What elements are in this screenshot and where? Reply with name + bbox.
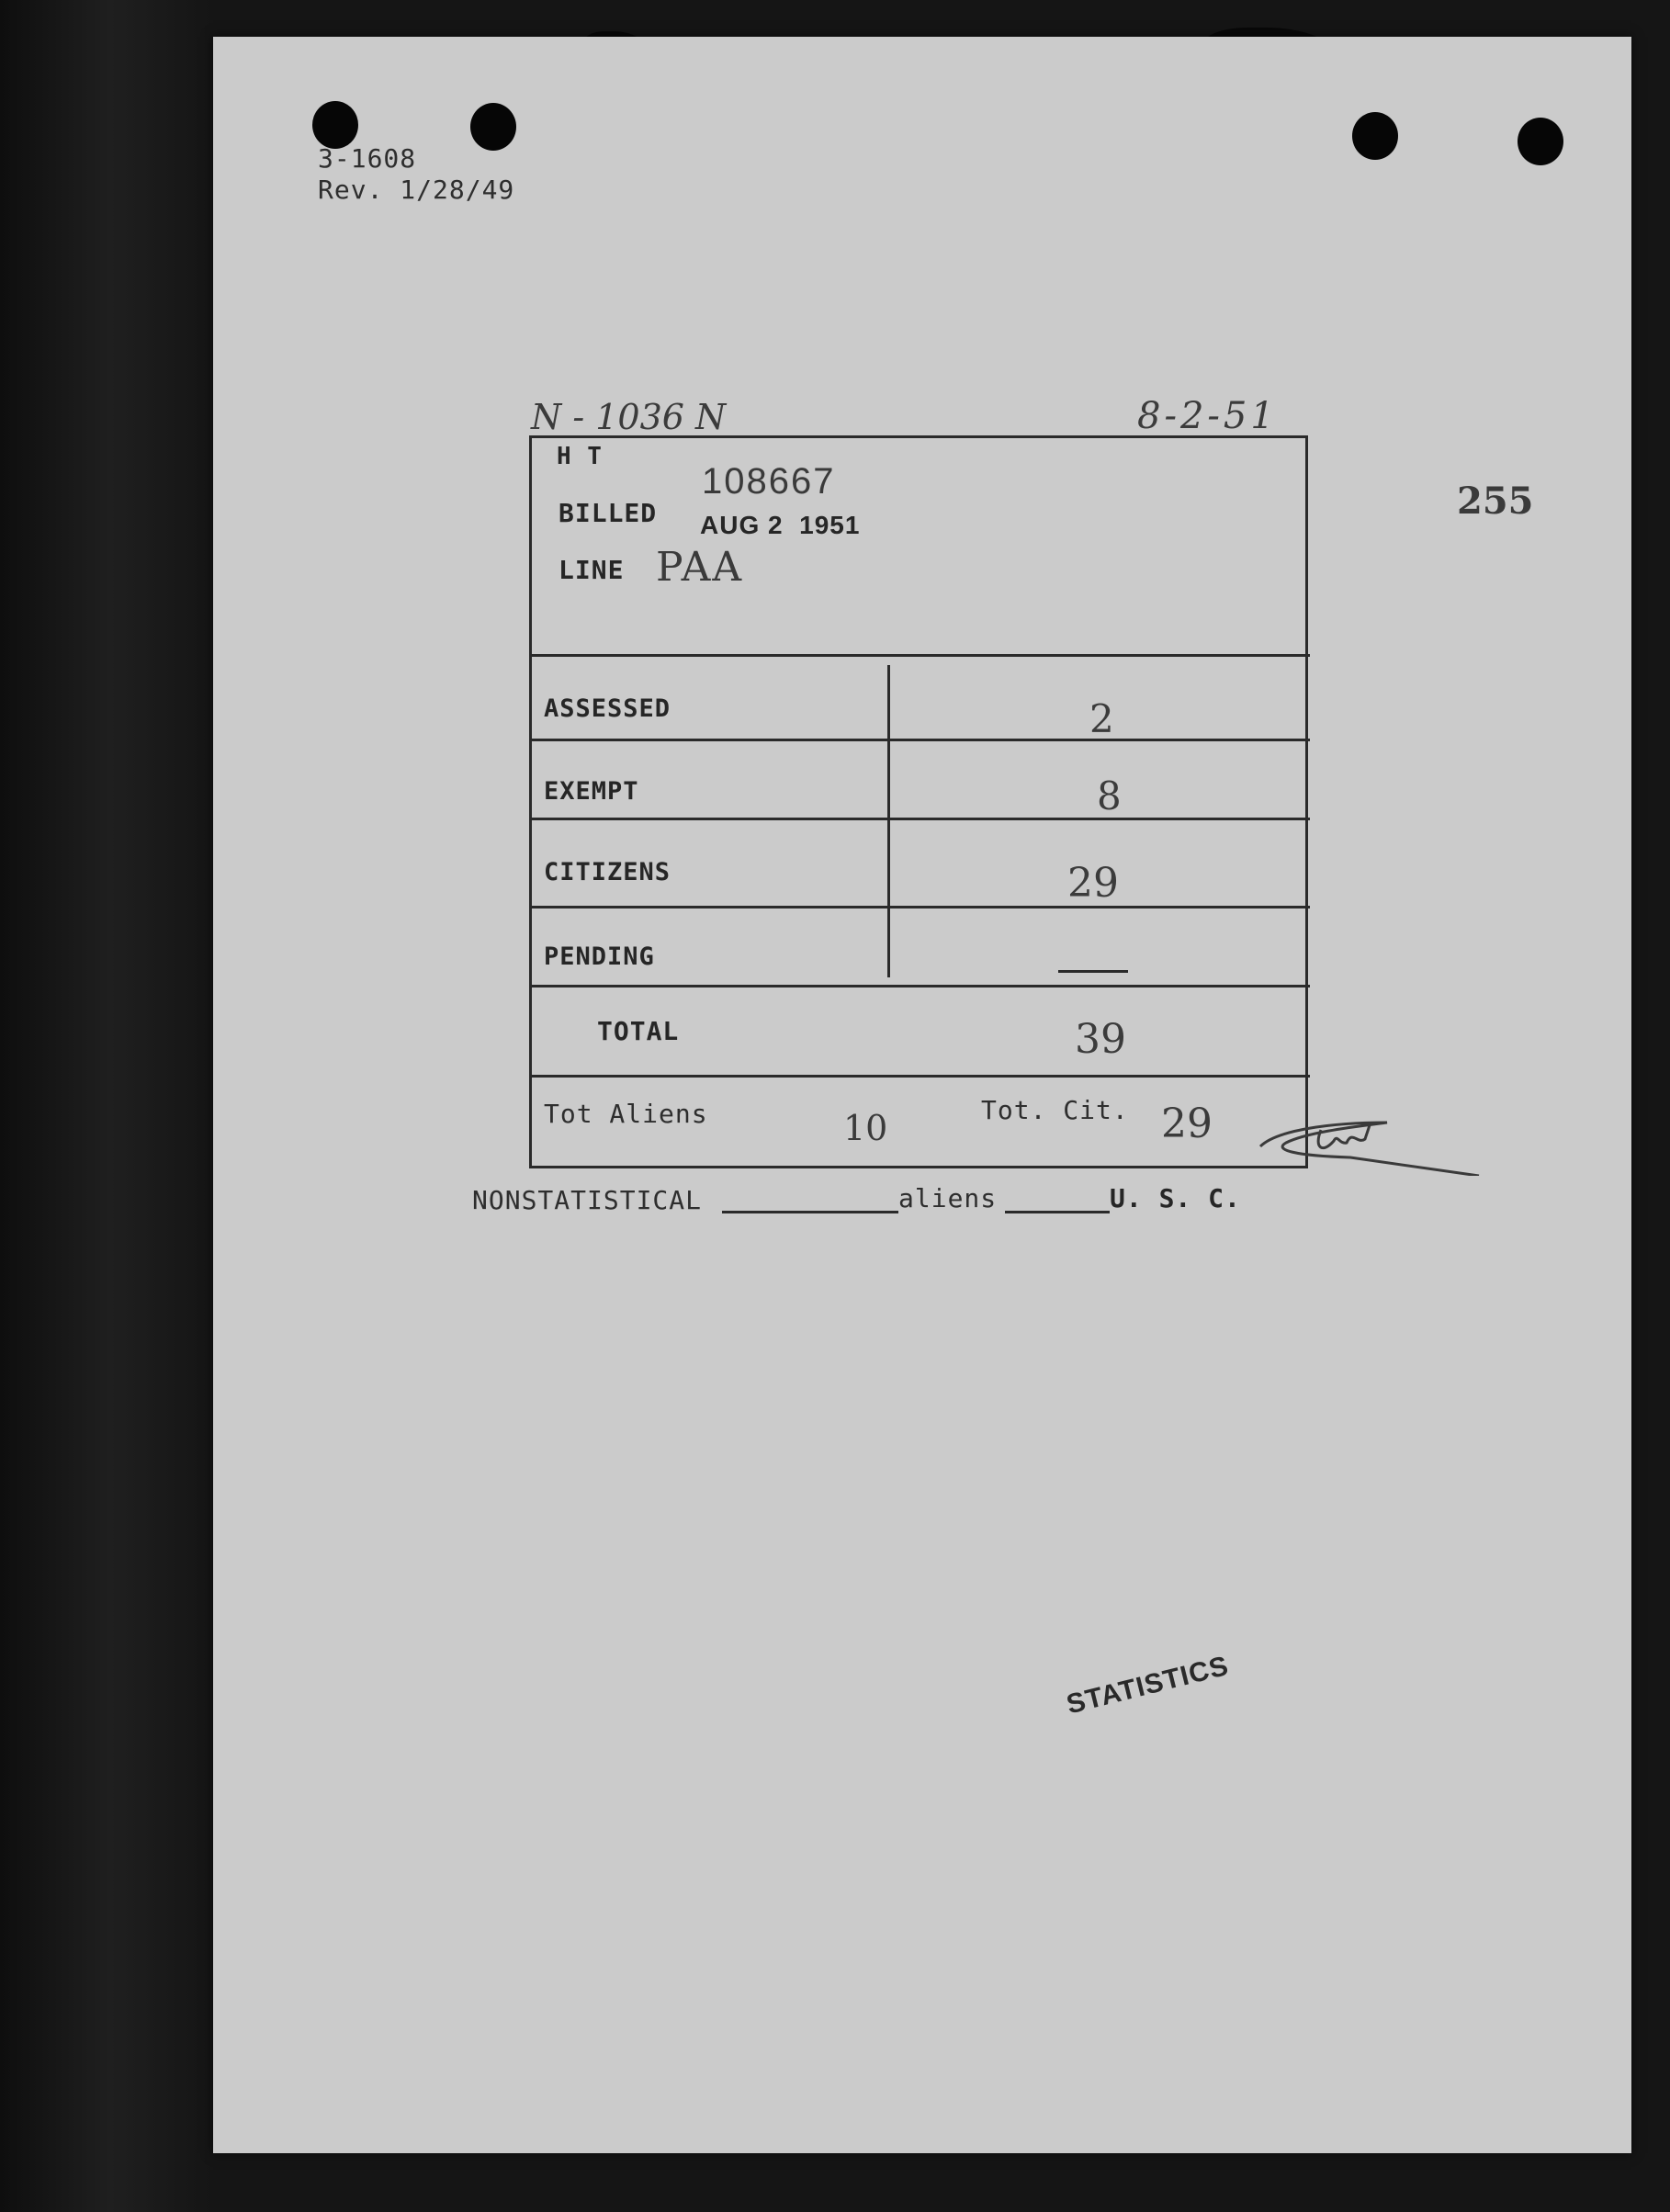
assessed-label: ASSESSED: [544, 694, 671, 723]
form-number: 3-1608: [318, 143, 417, 174]
rule-exempt: [529, 818, 1310, 820]
rule-pending: [529, 985, 1310, 988]
billed-label: BILLED: [559, 498, 658, 528]
citizens-label: CITIZENS: [544, 858, 671, 886]
ht-label: H T: [557, 443, 603, 470]
exempt-value: 8: [1097, 773, 1122, 818]
citizens-value: 29: [1067, 860, 1119, 907]
page-number: 255: [1457, 480, 1534, 523]
total-label: TOTAL: [597, 1016, 680, 1046]
manifest-number-handwritten: N - 1036 N: [531, 397, 727, 437]
exempt-label: EXEMPT: [544, 777, 639, 806]
assessed-value: 2: [1089, 696, 1114, 741]
initials-signature: [1249, 1102, 1488, 1176]
punch-hole-3: [1352, 112, 1398, 160]
usc-label: U. S. C.: [1110, 1183, 1241, 1213]
punch-hole-2: [470, 103, 516, 151]
rule-total: [529, 1075, 1310, 1078]
aliens-label: aliens: [898, 1183, 998, 1213]
nonstatistical-blank: [722, 1211, 898, 1213]
rule-assessed: [529, 739, 1310, 741]
tot-cit-value: 29: [1161, 1100, 1213, 1147]
line-label: LINE: [559, 555, 625, 585]
punch-hole-4: [1518, 118, 1563, 165]
billed-date-stamp: AUG 2 1951: [700, 511, 861, 539]
nonstatistical-label: NONSTATISTICAL: [472, 1185, 703, 1215]
pending-label: PENDING: [544, 942, 655, 971]
tot-aliens-label: Tot Aliens: [544, 1099, 708, 1129]
statistics-form-box: [529, 435, 1308, 1168]
tot-cit-label: Tot. Cit.: [981, 1095, 1129, 1125]
statistics-stamp: STATISTICS: [1063, 1650, 1233, 1721]
tot-aliens-value: 10: [843, 1108, 888, 1148]
punch-hole-1: [312, 101, 358, 149]
line-value-handwritten: PAA: [656, 544, 744, 591]
aliens-blank: [1005, 1211, 1110, 1213]
column-divider: [887, 665, 890, 977]
total-value: 39: [1075, 1016, 1126, 1063]
ht-number-stamp: 108667: [702, 461, 836, 502]
form-revision: Rev. 1/28/49: [318, 175, 515, 205]
date-handwritten: 8-2-51: [1137, 395, 1278, 437]
rule-top-section: [529, 654, 1310, 657]
pending-value-dash: [1058, 970, 1128, 973]
rule-citizens: [529, 906, 1310, 908]
